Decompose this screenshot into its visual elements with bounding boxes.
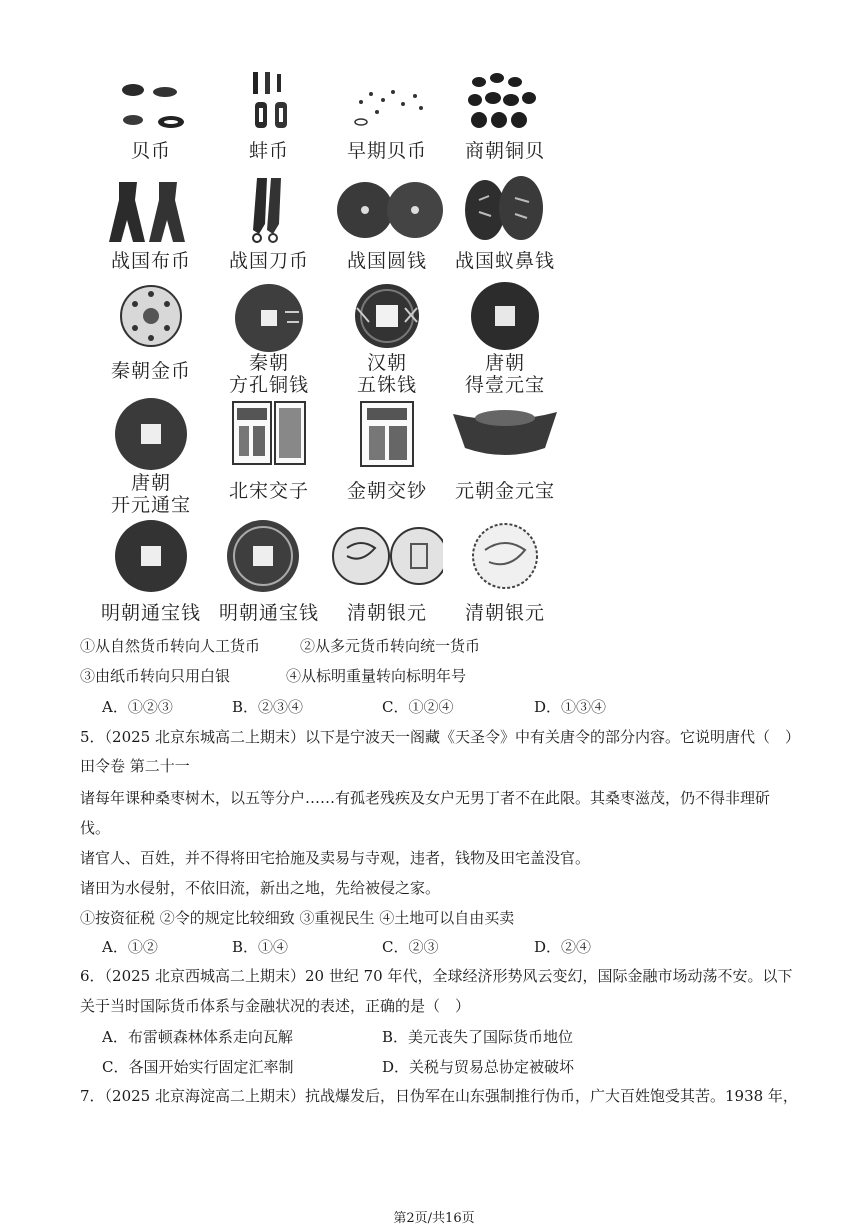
q4-option-c[interactable]: C．①②④ [382, 698, 454, 716]
coin-cell [213, 62, 325, 172]
q4-option-a[interactable]: A．①②③ [102, 698, 173, 716]
coin-cell [449, 282, 561, 396]
caption: 战国刀币 [228, 250, 309, 272]
spade-coin-image [95, 172, 207, 250]
q5-option-a[interactable]: A．①② [102, 938, 158, 956]
caption: 战国蚁鼻钱 [454, 250, 555, 272]
coin-cell [331, 396, 443, 506]
q4-statement-1: ①从自然货币转向人工货币 [80, 637, 261, 655]
q5-line-2: 诸每年课种桑枣树木，以五等分户……有孤老残疾及女户无男丁者不在此限。其桑枣滋茂，仍不得非理斫 [80, 789, 771, 807]
coin-cell [95, 516, 207, 626]
caption: 汉朝 五铢钱 [356, 352, 417, 396]
coin-cell [449, 516, 561, 626]
q4-statement-3: ③由纸币转向只用白银 [80, 667, 231, 685]
coin-cell [95, 62, 207, 172]
q4-statement-2: ②从多元货币转向统一货币 [300, 637, 481, 655]
qing-silver-dollar-image [331, 516, 443, 594]
jiaozi-note-image [213, 396, 325, 474]
clam-coin-image [213, 62, 325, 140]
caption: 唐朝 开元通宝 [110, 472, 191, 516]
caption: 战国布币 [110, 250, 191, 272]
caption: 秦朝 方孔铜钱 [228, 352, 309, 396]
page-number: 第2页/共16页 [393, 1211, 475, 1226]
coin-cell [213, 516, 325, 626]
kaiyuan-coin-image [95, 396, 207, 474]
caption: 战国圆钱 [346, 250, 427, 272]
q6-stem-line-2: 关于当时国际货币体系与金融状况的表述，正确的是（ ） [80, 997, 471, 1015]
caption: 明朝通宝钱 [100, 602, 201, 624]
q5-option-c[interactable]: C．②③ [382, 938, 439, 956]
coin-cell [213, 172, 325, 282]
caption: 明朝通宝钱 [218, 602, 319, 624]
coin-cell [331, 62, 443, 172]
early-shell-coin-image [331, 62, 443, 140]
caption: 蚌币 [248, 140, 289, 162]
round-coin-image [331, 172, 443, 250]
q4-option-b[interactable]: B．②③④ [232, 698, 304, 716]
caption: 贝币 [130, 140, 171, 162]
q6-option-a[interactable]: A．布雷顿森林体系走向瓦解 [102, 1028, 293, 1046]
jiaochao-note-image [331, 396, 443, 474]
coin-cell [95, 282, 207, 392]
q5-line-3: 伐。 [80, 819, 111, 837]
coin-cell [213, 396, 325, 506]
qing-silver-dollar-image [449, 516, 561, 594]
yuan-gold-ingot-image [449, 396, 561, 474]
q5-line-4: 诸官人、百姓，并不得将田宅拾施及卖易与寺观，违者，钱物及田宅盖没官。 [80, 849, 591, 867]
caption: 早期贝币 [346, 140, 427, 162]
q6-option-d[interactable]: D．关税与贸易总协定被破坏 [382, 1058, 575, 1076]
ant-nose-coin-image [449, 172, 561, 250]
han-wuzhu-coin-image [331, 282, 443, 360]
coin-figure [95, 62, 565, 622]
q4-statement-4: ④从标明重量转向标明年号 [286, 667, 467, 685]
coin-cell [95, 396, 207, 516]
coin-cell [331, 282, 443, 396]
q5-line-6: ①按资征税 ②令的规定比较细致 ③重视民生 ④土地可以自由买卖 [80, 909, 515, 927]
coin-cell [331, 172, 443, 282]
q6-stem-line-1: 6．（2025 北京西城高二上期末）20 世纪 70 年代，全球经济形势风云变幻，国际金融市场动荡不安。以下 [80, 967, 793, 985]
shell-coin-image [95, 62, 207, 140]
q6-option-b[interactable]: B．美元丧失了国际货币地位 [382, 1028, 574, 1046]
ming-tongbao-coin-image [95, 516, 207, 594]
coin-cell [449, 62, 561, 172]
caption: 商朝铜贝 [464, 140, 545, 162]
coin-cell [449, 172, 561, 282]
q5-option-d[interactable]: D．②④ [534, 938, 592, 956]
coin-cell [331, 516, 443, 626]
coin-cell [213, 282, 325, 396]
q5-line-1: 田令卷 第二十一 [80, 757, 190, 775]
ming-tongbao-coin-image [213, 516, 325, 594]
shang-bronze-shell-image [449, 62, 561, 140]
caption: 元朝金元宝 [454, 480, 555, 502]
caption: 北宋交子 [228, 480, 309, 502]
q5-line-5: 诸田为水侵射，不依旧流，新出之地，先给被侵之家。 [80, 879, 441, 897]
caption: 唐朝 得壹元宝 [464, 352, 545, 396]
q4-option-d[interactable]: D．①③④ [534, 698, 607, 716]
caption: 秦朝金币 [110, 360, 191, 382]
q7-stem: 7．（2025 北京海淀高二上期末）抗战爆发后，日伪军在山东强制推行伪币，广大百姓饱受其苦。1938 年， [80, 1087, 798, 1105]
q5-option-b[interactable]: B．①④ [232, 938, 289, 956]
caption: 金朝交钞 [346, 480, 427, 502]
knife-coin-image [213, 172, 325, 250]
coin-cell [95, 172, 207, 282]
caption: 清朝银元 [464, 602, 545, 624]
q5-stem: 5．（2025 北京东城高二上期末）以下是宁波天一阁藏《天圣令》中有关唐令的部分内容。它说明唐代（ ） [80, 728, 800, 746]
q6-option-c[interactable]: C．各国开始实行固定汇率制 [102, 1058, 294, 1076]
qin-banliang-coin-image [213, 282, 325, 360]
qin-gold-coin-image [95, 282, 207, 360]
coin-cell [449, 396, 561, 506]
tang-deyi-coin-image [449, 282, 561, 360]
caption: 清朝银元 [346, 602, 427, 624]
